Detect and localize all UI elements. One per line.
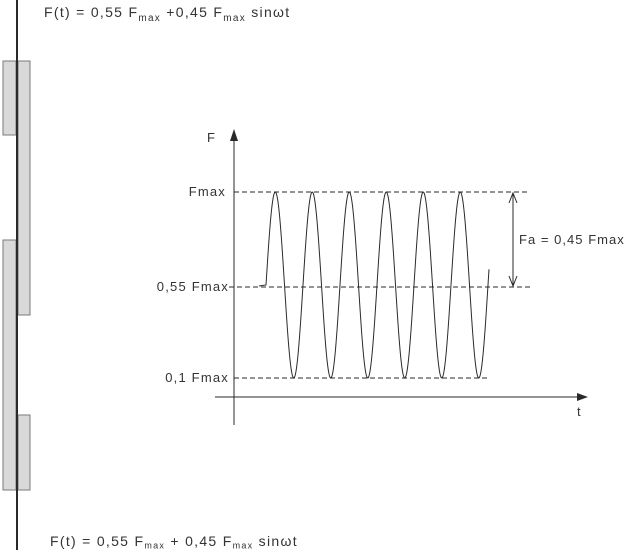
formula-part: + 0,45 F bbox=[165, 533, 233, 549]
f-axis-label: F bbox=[207, 130, 217, 145]
formula-top bbox=[44, 4, 290, 24]
load-curve bbox=[259, 192, 489, 378]
formula-bottom bbox=[50, 533, 298, 550]
formula-part: F(t) = 0,55 F bbox=[44, 4, 139, 20]
formula-part: F(t) = 0,55 F bbox=[50, 533, 145, 549]
formula-part: sinωt bbox=[246, 4, 291, 20]
axes bbox=[207, 129, 588, 425]
amplitude-arrow bbox=[509, 193, 517, 286]
support-assembly bbox=[3, 0, 30, 550]
fmax-label: Fmax bbox=[188, 184, 226, 199]
formula-part: +0,45 F bbox=[161, 4, 224, 20]
formula-subscript: max bbox=[138, 13, 162, 24]
formula-subscript: max bbox=[223, 13, 247, 24]
grey-plate bbox=[3, 61, 16, 135]
grey-plate bbox=[18, 61, 30, 315]
t-axis-arrow bbox=[577, 393, 588, 401]
f-axis-arrow bbox=[230, 129, 238, 141]
t-axis-label: t bbox=[577, 404, 582, 419]
formula-part: sinωt bbox=[253, 533, 298, 549]
grey-plate bbox=[3, 240, 16, 490]
mean-level-label: 0,55 Fmax bbox=[156, 279, 229, 294]
formula-subscript: max bbox=[144, 540, 166, 550]
formula-subscript: max bbox=[232, 540, 254, 550]
grey-plate bbox=[18, 415, 30, 490]
min-level-label: 0,1 Fmax bbox=[165, 370, 229, 385]
amplitude-label: Fa = 0,45 Fmax bbox=[519, 232, 625, 247]
vertical-support-line bbox=[16, 0, 18, 550]
